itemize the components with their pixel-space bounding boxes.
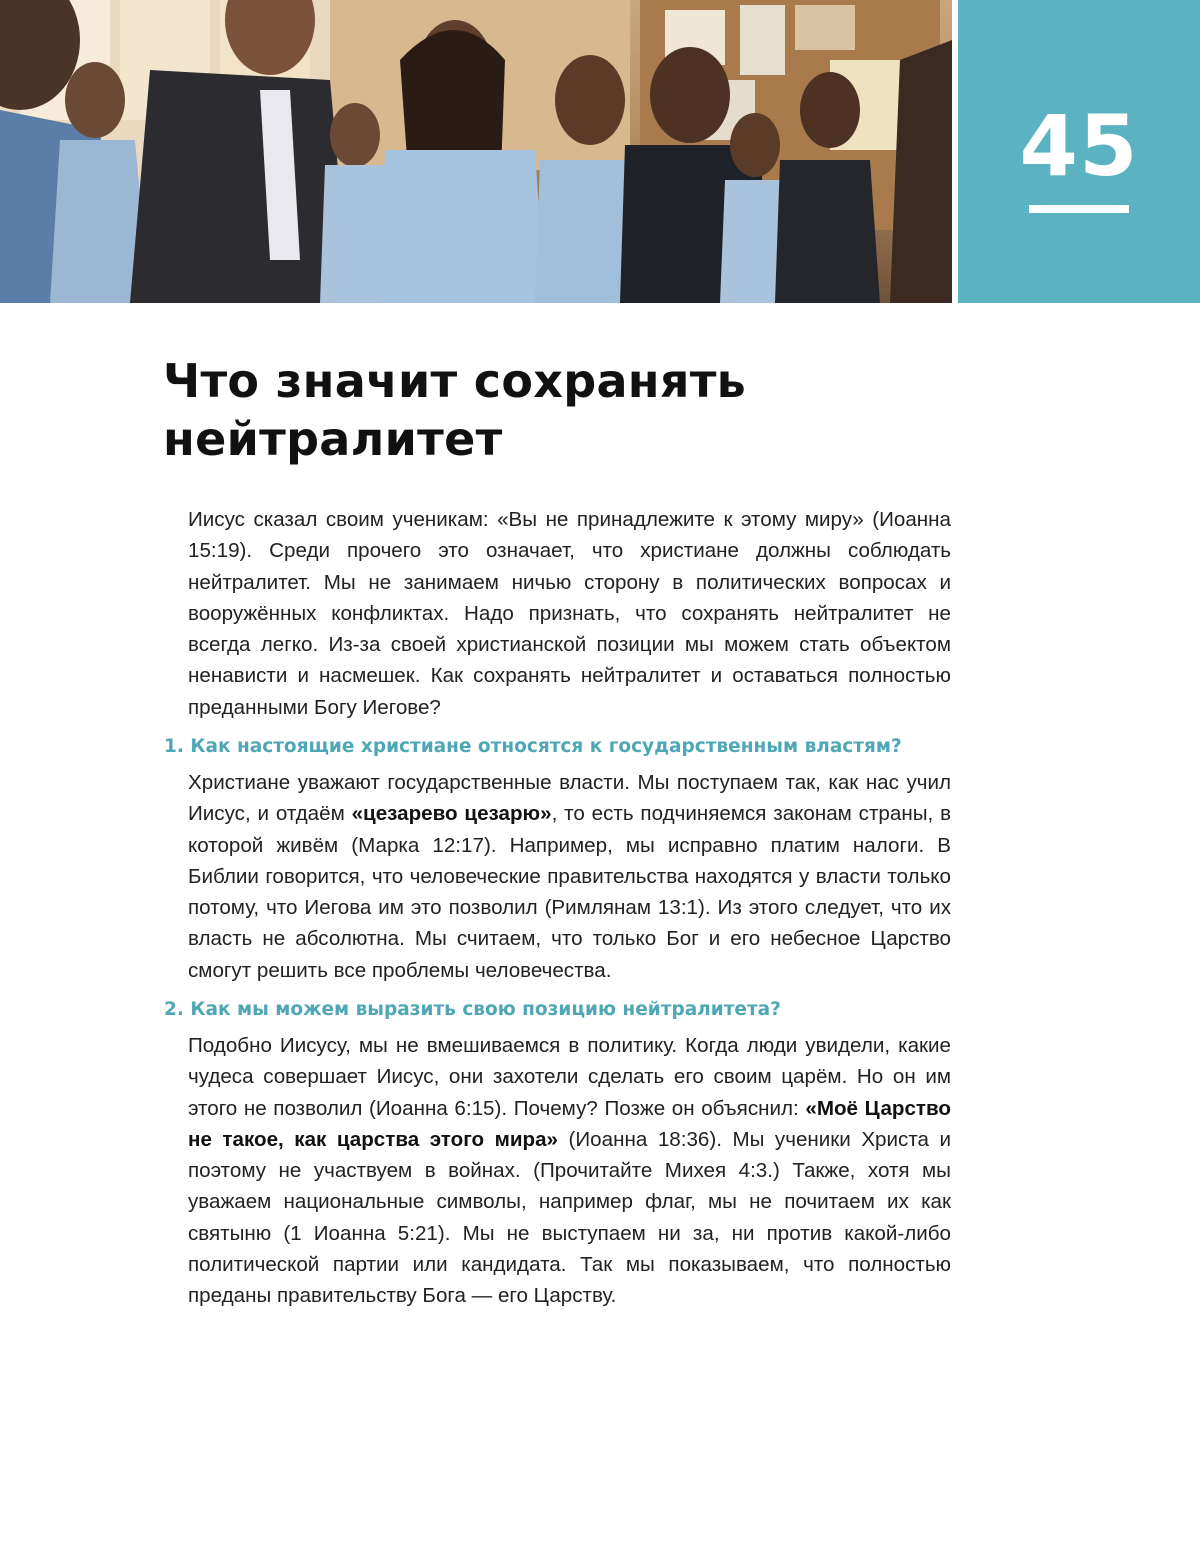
title-line-1: Что значит сохранять [163,354,747,408]
answer-2-bold: «Моё Царство не такое, как царства этого мира» [188,1096,951,1151]
answer-1-bold: «цезарево цезарю» [351,802,552,826]
answer-2-text-b: (Иоанна 18:36). Мы ученики Христа и поэтому не участвуем в войнах. (Прочитайте Михея 4:3.) Также, хотя мы уважаем национальные символы, например флаг, мы не почитаем их как святыню (1 Иоанна 5:21). Мы не выступаем ни за, ни против какой-либо политической партии или кандидата. Так мы показываем, что полностью преданы правительству Бога — его Царству. [188,1127,951,1308]
chapter-underline [1029,205,1129,213]
chapter-badge [958,0,1200,303]
header-photo [0,0,952,303]
page-title [163,352,1023,468]
title-line-2: нейтралитет [163,412,503,466]
chapter-number: 45 [1019,97,1139,195]
answer-1 [188,767,951,986]
answer-1-text-b: , то есть подчиняемся законам страны, в которой живём (Марка 12:17). Например, мы исправно платим налоги. В Библии говорится, что человеческие правительства находятся у власти только потому, что Иегова им это позволил (Римлянам 13:1). Из этого следует, что их власть не абсолютна. Мы считаем, что только Бог и его небесное Царство смогут решить все проблемы человечества. [188,802,952,982]
answer-2 [188,1030,951,1312]
students-standing-photo-icon [0,0,952,303]
intro-paragraph: Иисус сказал своим ученикам: «Вы не принадлежите к этому миру» (Иоанна 15:19). Среди прочего это означает, что христиане должны соблюдать нейтралитет. Мы не занимаем ничью сторону в политических вопросах и вооружённых конфликтах. Надо признать, что сохранять нейтралитет не всегда легко. Из-за своей христианской позиции мы можем стать объектом ненависти и насмешек. Как сохранять нейтралитет и оставаться полностью преданными Богу Иегове? [188,508,951,719]
answer-1-text-a: Христиане уважают государственные власти. Мы поступаем так, как нас учил Иисус, и отдаём [188,771,951,826]
question-1: 1. Как настоящие христиане относятся к государственным властям? [164,736,902,757]
question-2: 2. Как мы можем выразить свою позицию нейтралитета? [164,999,781,1020]
answer-2-text-a: Подобно Иисусу, мы не вмешиваемся в политику. Когда люди увидели, какие чудеса совершает Иисус, они захотели сделать его своим царём. Но он им этого не позволил (Иоанна 6:15). Почему? Позже он объяснил: [188,1034,951,1120]
